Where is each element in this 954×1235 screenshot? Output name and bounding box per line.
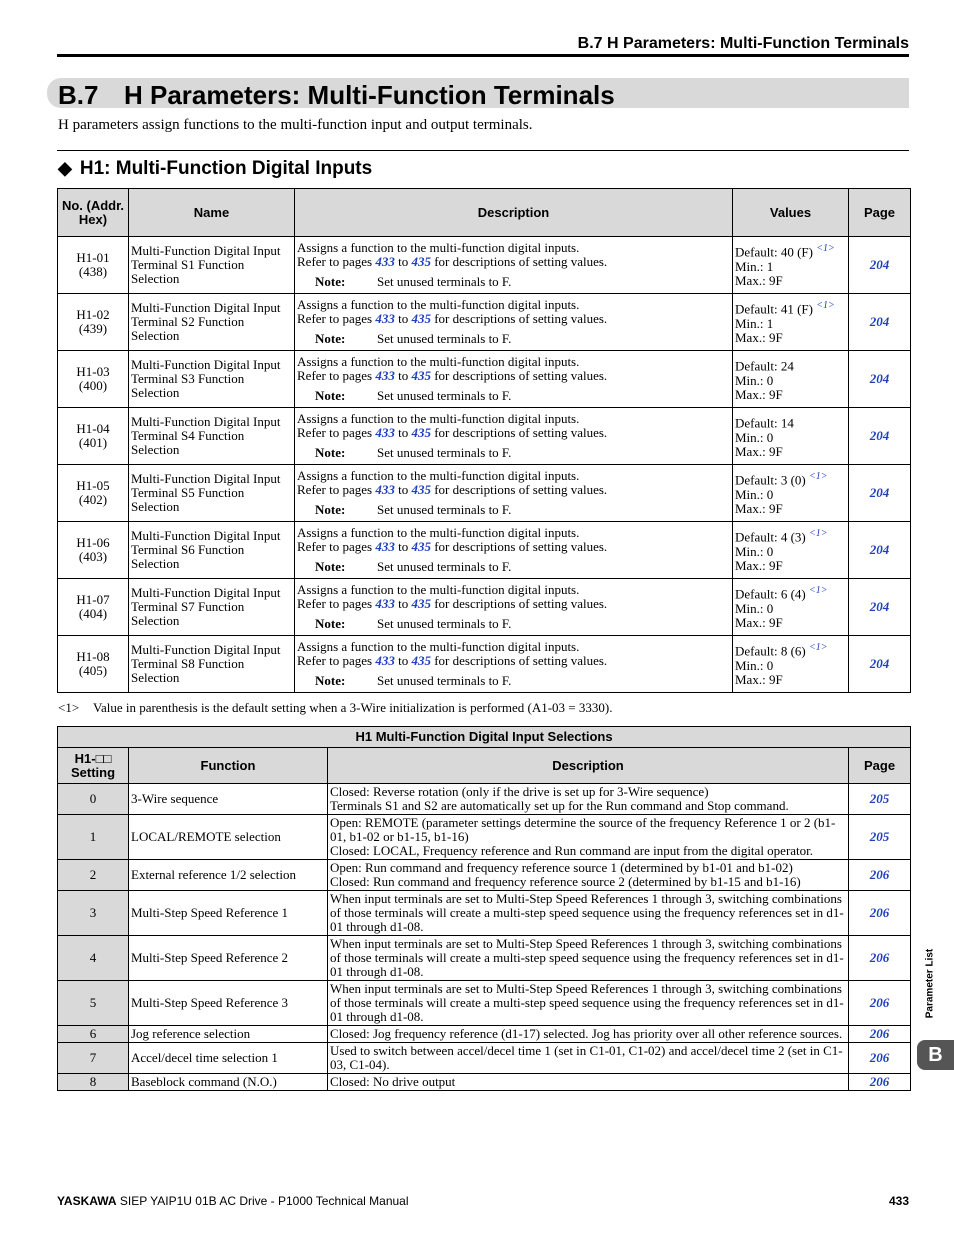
setting-value: 8 [58, 1074, 129, 1091]
page-link[interactable]: 204 [849, 636, 911, 693]
param-values [733, 636, 849, 693]
page-link[interactable]: 433 [375, 653, 395, 668]
default-text: Default: 40 (F) [735, 244, 813, 260]
function-name: Multi-Step Speed Reference 2 [129, 936, 328, 981]
max-value: Max.: 9F [735, 557, 783, 573]
desc-to-text: to [398, 254, 409, 269]
description-line: When input terminals are set to Multi-Step Speed References 1 through 3, switching combinations of those terminals will create a multi-step speed sequence using the frequency references set in d1-01 through d1-08. [330, 981, 844, 1024]
param-no-cell [58, 522, 129, 579]
desc-to-text: to [398, 482, 409, 497]
param-no: H1-04 [76, 421, 110, 436]
page-link[interactable]: 433 [375, 311, 395, 326]
param-no-cell [58, 579, 129, 636]
min-value: Min.: 0 [735, 486, 774, 502]
table-row [58, 579, 911, 636]
note [297, 617, 730, 631]
table-caption: H1 Multi-Function Digital Input Selections [58, 727, 911, 748]
function-name: 3-Wire sequence [129, 784, 328, 815]
param-description [295, 237, 733, 294]
page-link[interactable]: 204 [849, 351, 911, 408]
min-value: Min.: 0 [735, 429, 774, 445]
min-value: Min.: 1 [735, 258, 774, 274]
function-name: Accel/decel time selection 1 [129, 1043, 328, 1074]
page-link[interactable]: 433 [375, 425, 395, 440]
param-no: H1-06 [76, 535, 110, 550]
function-name: Jog reference selection [129, 1026, 328, 1043]
function-name: Multi-Step Speed Reference 1 [129, 891, 328, 936]
param-addr: (400) [78, 378, 108, 393]
note-text: Set unused terminals to F. [377, 616, 512, 631]
page-link[interactable]: 204 [849, 237, 911, 294]
param-description [295, 579, 733, 636]
param-no: H1-01 [76, 250, 110, 265]
min-value: Min.: 0 [735, 543, 774, 559]
running-header: B.7 H Parameters: Multi-Function Terminals [577, 35, 909, 52]
param-addr: (402) [78, 492, 108, 507]
desc-line-1: Assigns a function to the multi-function digital inputs. [297, 525, 580, 540]
table-row [58, 891, 911, 936]
page-link[interactable]: 206 [849, 1074, 911, 1091]
note [297, 389, 730, 403]
footnote-ref[interactable]: <1> [809, 471, 828, 483]
function-description [328, 936, 849, 981]
desc-line-2 [297, 654, 730, 668]
page-link[interactable]: 433 [375, 539, 395, 554]
desc-refer-text: Refer to pages [297, 368, 373, 383]
page-link[interactable]: 435 [411, 311, 431, 326]
desc-to-text: to [398, 539, 409, 554]
note-label: Note: [315, 388, 346, 403]
page-link[interactable]: 204 [849, 522, 911, 579]
setting-value: 7 [58, 1043, 129, 1074]
page-link[interactable]: 435 [411, 254, 431, 269]
desc-to-text: to [398, 311, 409, 326]
note-label: Note: [315, 673, 346, 688]
param-values [733, 237, 849, 294]
page-link[interactable]: 206 [849, 981, 911, 1026]
setting-value: 3 [58, 891, 129, 936]
desc-suffix-text: for descriptions of setting values. [434, 539, 608, 554]
col-header-values: Values [733, 189, 849, 237]
param-addr: (404) [78, 606, 108, 621]
max-value: Max.: 9F [735, 386, 783, 402]
default-text: Default: 41 (F) [735, 301, 813, 317]
desc-line-1: Assigns a function to the multi-function digital inputs. [297, 354, 580, 369]
page-link[interactable]: 204 [849, 579, 911, 636]
note-text: Set unused terminals to F. [377, 673, 512, 688]
table-row [58, 815, 911, 860]
table-row [58, 636, 911, 693]
table-row [58, 936, 911, 981]
desc-refer-text: Refer to pages [297, 482, 373, 497]
function-description [328, 1026, 849, 1043]
default-text: Default: 8 (6) [735, 643, 806, 659]
page-link[interactable]: 206 [849, 1026, 911, 1043]
param-addr: (405) [78, 663, 108, 678]
param-name: Multi-Function Digital Input Terminal S5 Function Selection [129, 465, 295, 522]
note-text: Set unused terminals to F. [377, 559, 512, 574]
table-row [58, 351, 911, 408]
footnote-ref[interactable]: <1> [809, 528, 828, 540]
col-header-name: Name [129, 189, 295, 237]
footer-manual-title: SIEP YAIP1U 01B AC Drive - P1000 Technical Manual [119, 1194, 409, 1208]
max-value: Max.: 9F [735, 329, 783, 345]
footnote-text: Value in parenthesis is the default setting when a 3-Wire initialization is performed (A1-03 = 3330). [93, 700, 613, 715]
setting-value: 1 [58, 815, 129, 860]
col-header-page: Page [849, 748, 911, 784]
desc-line-2 [297, 483, 730, 497]
desc-line-2 [297, 312, 730, 326]
min-value: Min.: 1 [735, 315, 774, 331]
max-value: Max.: 9F [735, 500, 783, 516]
default-text: Default: 4 (3) [735, 529, 806, 545]
default-value [735, 413, 846, 430]
param-values [733, 522, 849, 579]
table-row [58, 408, 911, 465]
note-label: Note: [315, 616, 346, 631]
page-link[interactable]: 435 [411, 653, 431, 668]
note [297, 332, 730, 346]
col-header-page: Page [849, 189, 911, 237]
desc-to-text: to [398, 425, 409, 440]
note-text: Set unused terminals to F. [377, 502, 512, 517]
default-text: Default: 14 [735, 415, 794, 431]
table-row [58, 1026, 911, 1043]
note-label: Note: [315, 502, 346, 517]
table-row [58, 237, 911, 294]
table-row [58, 294, 911, 351]
default-value [735, 242, 846, 259]
footnote-marker: <1> [58, 700, 80, 715]
intro-text: H parameters assign functions to the multi-function input and output terminals. [58, 117, 533, 133]
desc-suffix-text: for descriptions of setting values. [434, 311, 608, 326]
note-label: Note: [315, 331, 346, 346]
diamond-bullet-icon: ◆ [58, 158, 72, 178]
page-link[interactable]: 435 [411, 368, 431, 383]
col-header-setting: H1-□□ Setting [58, 748, 129, 784]
page-link[interactable]: 205 [849, 784, 911, 815]
param-description [295, 294, 733, 351]
table-row [58, 784, 911, 815]
param-values [733, 351, 849, 408]
param-addr: (438) [78, 264, 108, 279]
max-value: Max.: 9F [735, 272, 783, 288]
param-name: Multi-Function Digital Input Terminal S6 Function Selection [129, 522, 295, 579]
page-link[interactable]: 204 [849, 294, 911, 351]
section-title [58, 78, 615, 112]
h1-parameter-table [57, 188, 911, 693]
section-number: B.7 [58, 80, 99, 110]
default-value [735, 356, 846, 373]
function-description [328, 891, 849, 936]
note [297, 446, 730, 460]
page-link[interactable]: 204 [849, 465, 911, 522]
col-header-description: Description [295, 189, 733, 237]
note [297, 503, 730, 517]
param-addr: (439) [78, 321, 108, 336]
param-name: Multi-Function Digital Input Terminal S2 Function Selection [129, 294, 295, 351]
function-name: Multi-Step Speed Reference 3 [129, 981, 328, 1026]
description-line: Closed: Reverse rotation (only if the drive is set up for 3-Wire sequence) [330, 784, 709, 799]
col-header-description: Description [328, 748, 849, 784]
page-link[interactable]: 433 [375, 368, 395, 383]
param-no-cell [58, 408, 129, 465]
desc-line-1: Assigns a function to the multi-function digital inputs. [297, 468, 580, 483]
page-link[interactable]: 206 [849, 891, 911, 936]
param-no: H1-05 [76, 478, 110, 493]
note [297, 674, 730, 688]
page-link[interactable]: 205 [849, 815, 911, 860]
setting-value: 6 [58, 1026, 129, 1043]
footnote-ref[interactable]: <1> [816, 300, 835, 312]
note [297, 560, 730, 574]
description-line: Closed: Run command and frequency reference source 2 (determined by b1-15 and b1-16) [330, 874, 801, 889]
desc-refer-text: Refer to pages [297, 596, 373, 611]
page-link[interactable]: 206 [849, 1043, 911, 1074]
subsection-title: H1: Multi-Function Digital Inputs [79, 158, 373, 179]
page-link[interactable]: 433 [375, 254, 395, 269]
desc-line-1: Assigns a function to the multi-function digital inputs. [297, 582, 580, 597]
description-line: When input terminals are set to Multi-Step Speed References 1 through 3, switching combinations of those terminals will create a multi-step speed sequence using the frequency references set in d1-01 through d1-08. [330, 936, 844, 979]
function-description [328, 1043, 849, 1074]
note-text: Set unused terminals to F. [377, 388, 512, 403]
page-link[interactable]: 435 [411, 539, 431, 554]
table-row [58, 465, 911, 522]
page-link[interactable]: 206 [849, 860, 911, 891]
desc-line-2 [297, 540, 730, 554]
max-value: Max.: 9F [735, 614, 783, 630]
param-values [733, 408, 849, 465]
header-rule [57, 54, 909, 57]
param-description [295, 522, 733, 579]
desc-line-1: Assigns a function to the multi-function digital inputs. [297, 297, 580, 312]
default-value [735, 527, 846, 544]
default-value [735, 299, 846, 316]
description-line: When input terminals are set to Multi-Step Speed References 1 through 3, switching combinations of those terminals will create a multi-step speed sequence using the frequency references set in d1-01 through d1-08. [330, 891, 844, 934]
param-name: Multi-Function Digital Input Terminal S4 Function Selection [129, 408, 295, 465]
function-name: Baseblock command (N.O.) [129, 1074, 328, 1091]
note-text: Set unused terminals to F. [377, 274, 512, 289]
note [297, 275, 730, 289]
footer-page-number: 433 [888, 1194, 909, 1208]
footer-brand: YASKAWA [57, 1194, 117, 1208]
param-no-cell [58, 465, 129, 522]
default-text: Default: 6 (4) [735, 586, 806, 602]
desc-to-text: to [398, 596, 409, 611]
desc-suffix-text: for descriptions of setting values. [434, 254, 608, 269]
side-label-text: Parameter List [924, 948, 936, 1019]
note-label: Note: [315, 445, 346, 460]
footnote-ref[interactable]: <1> [809, 585, 828, 597]
desc-line-1: Assigns a function to the multi-function digital inputs. [297, 639, 580, 654]
page-link[interactable]: 433 [375, 596, 395, 611]
desc-refer-text: Refer to pages [297, 311, 373, 326]
param-no: H1-02 [76, 307, 110, 322]
default-value [735, 470, 846, 487]
max-value: Max.: 9F [735, 671, 783, 687]
desc-to-text: to [398, 368, 409, 383]
desc-line-1: Assigns a function to the multi-function digital inputs. [297, 411, 580, 426]
param-description [295, 408, 733, 465]
desc-suffix-text: for descriptions of setting values. [434, 482, 608, 497]
section-title-text: H Parameters: Multi-Function Terminals [124, 80, 615, 110]
param-values [733, 294, 849, 351]
desc-line-2 [297, 369, 730, 383]
function-description [328, 981, 849, 1026]
param-no: H1-03 [76, 364, 110, 379]
min-value: Min.: 0 [735, 600, 774, 616]
desc-refer-text: Refer to pages [297, 254, 373, 269]
default-text: Default: 3 (0) [735, 472, 806, 488]
table-row [58, 522, 911, 579]
page-link[interactable]: 435 [411, 425, 431, 440]
function-description [328, 1074, 849, 1091]
param-addr: (401) [78, 435, 108, 450]
param-name: Multi-Function Digital Input Terminal S7 Function Selection [129, 579, 295, 636]
table-row [58, 981, 911, 1026]
desc-refer-text: Refer to pages [297, 653, 373, 668]
subsection-heading [58, 155, 372, 182]
note-text: Set unused terminals to F. [377, 331, 512, 346]
page-link[interactable]: 435 [411, 596, 431, 611]
setting-value: 2 [58, 860, 129, 891]
desc-line-2 [297, 597, 730, 611]
param-name: Multi-Function Digital Input Terminal S1 Function Selection [129, 237, 295, 294]
page-link[interactable]: 204 [849, 408, 911, 465]
appendix-tab[interactable]: B [917, 1040, 954, 1070]
description-line: Terminals S1 and S2 are automatically set up for the Run command and Stop command. [330, 798, 789, 813]
desc-line-2 [297, 426, 730, 440]
note-label: Note: [315, 559, 346, 574]
description-line: Open: Run command and frequency reference source 1 (determined by b1-01 and b1-02) [330, 860, 793, 875]
param-no: H1-07 [76, 592, 110, 607]
table-row [58, 1074, 911, 1091]
param-no-cell [58, 294, 129, 351]
intro-rule [57, 150, 909, 151]
col-header-function: Function [129, 748, 328, 784]
param-no-cell [58, 237, 129, 294]
max-value: Max.: 9F [735, 443, 783, 459]
default-text: Default: 24 [735, 358, 794, 374]
desc-suffix-text: for descriptions of setting values. [434, 596, 608, 611]
param-no-cell [58, 351, 129, 408]
desc-line-1: Assigns a function to the multi-function digital inputs. [297, 240, 580, 255]
param-description [295, 465, 733, 522]
desc-refer-text: Refer to pages [297, 539, 373, 554]
desc-suffix-text: for descriptions of setting values. [434, 368, 608, 383]
page-link[interactable]: 206 [849, 936, 911, 981]
description-line: Closed: LOCAL, Frequency reference and Run command are input from the digital operator. [330, 843, 814, 858]
page-link[interactable]: 433 [375, 482, 395, 497]
setting-value: 5 [58, 981, 129, 1026]
min-value: Min.: 0 [735, 657, 774, 673]
page-link[interactable]: 435 [411, 482, 431, 497]
table-row [58, 1043, 911, 1074]
function-description [328, 784, 849, 815]
description-line: Closed: No drive output [330, 1074, 456, 1089]
param-values [733, 579, 849, 636]
default-value [735, 584, 846, 601]
side-section-label [921, 948, 937, 1026]
param-addr: (403) [78, 549, 108, 564]
param-name: Multi-Function Digital Input Terminal S3 Function Selection [129, 351, 295, 408]
function-description [328, 860, 849, 891]
footnote [58, 700, 612, 716]
description-line: Used to switch between accel/decel time 1 (set in C1-01, C1-02) and accel/decel time 2 (set in C1-03, C1-04). [330, 1043, 843, 1072]
desc-suffix-text: for descriptions of setting values. [434, 653, 608, 668]
h1-selections-table [57, 726, 911, 1091]
min-value: Min.: 0 [735, 372, 774, 388]
param-no: H1-08 [76, 649, 110, 664]
param-name: Multi-Function Digital Input Terminal S8 Function Selection [129, 636, 295, 693]
description-line: Open: REMOTE (parameter settings determine the source of the frequency Reference 1 or 2 (b1-01, b1-02 or b1-15, b1-16) [330, 815, 836, 844]
desc-suffix-text: for descriptions of setting values. [434, 425, 608, 440]
desc-refer-text: Refer to pages [297, 425, 373, 440]
table-row [58, 860, 911, 891]
note-label: Note: [315, 274, 346, 289]
param-description [295, 351, 733, 408]
param-values [733, 465, 849, 522]
desc-to-text: to [398, 653, 409, 668]
note-text: Set unused terminals to F. [377, 445, 512, 460]
description-line: Closed: Jog frequency reference (d1-17) selected. Jog has priority over all other reference sources. [330, 1026, 843, 1041]
default-value [735, 641, 846, 658]
footer-manual [57, 1194, 409, 1208]
setting-value: 4 [58, 936, 129, 981]
function-name: LOCAL/REMOTE selection [129, 815, 328, 860]
function-name: External reference 1/2 selection [129, 860, 328, 891]
param-no-cell [58, 636, 129, 693]
setting-value: 0 [58, 784, 129, 815]
footnote-ref[interactable]: <1> [809, 642, 828, 654]
col-header-no: No. (Addr. Hex) [58, 189, 129, 237]
function-description [328, 815, 849, 860]
desc-line-2 [297, 255, 730, 269]
param-description [295, 636, 733, 693]
footnote-ref[interactable]: <1> [816, 243, 835, 255]
